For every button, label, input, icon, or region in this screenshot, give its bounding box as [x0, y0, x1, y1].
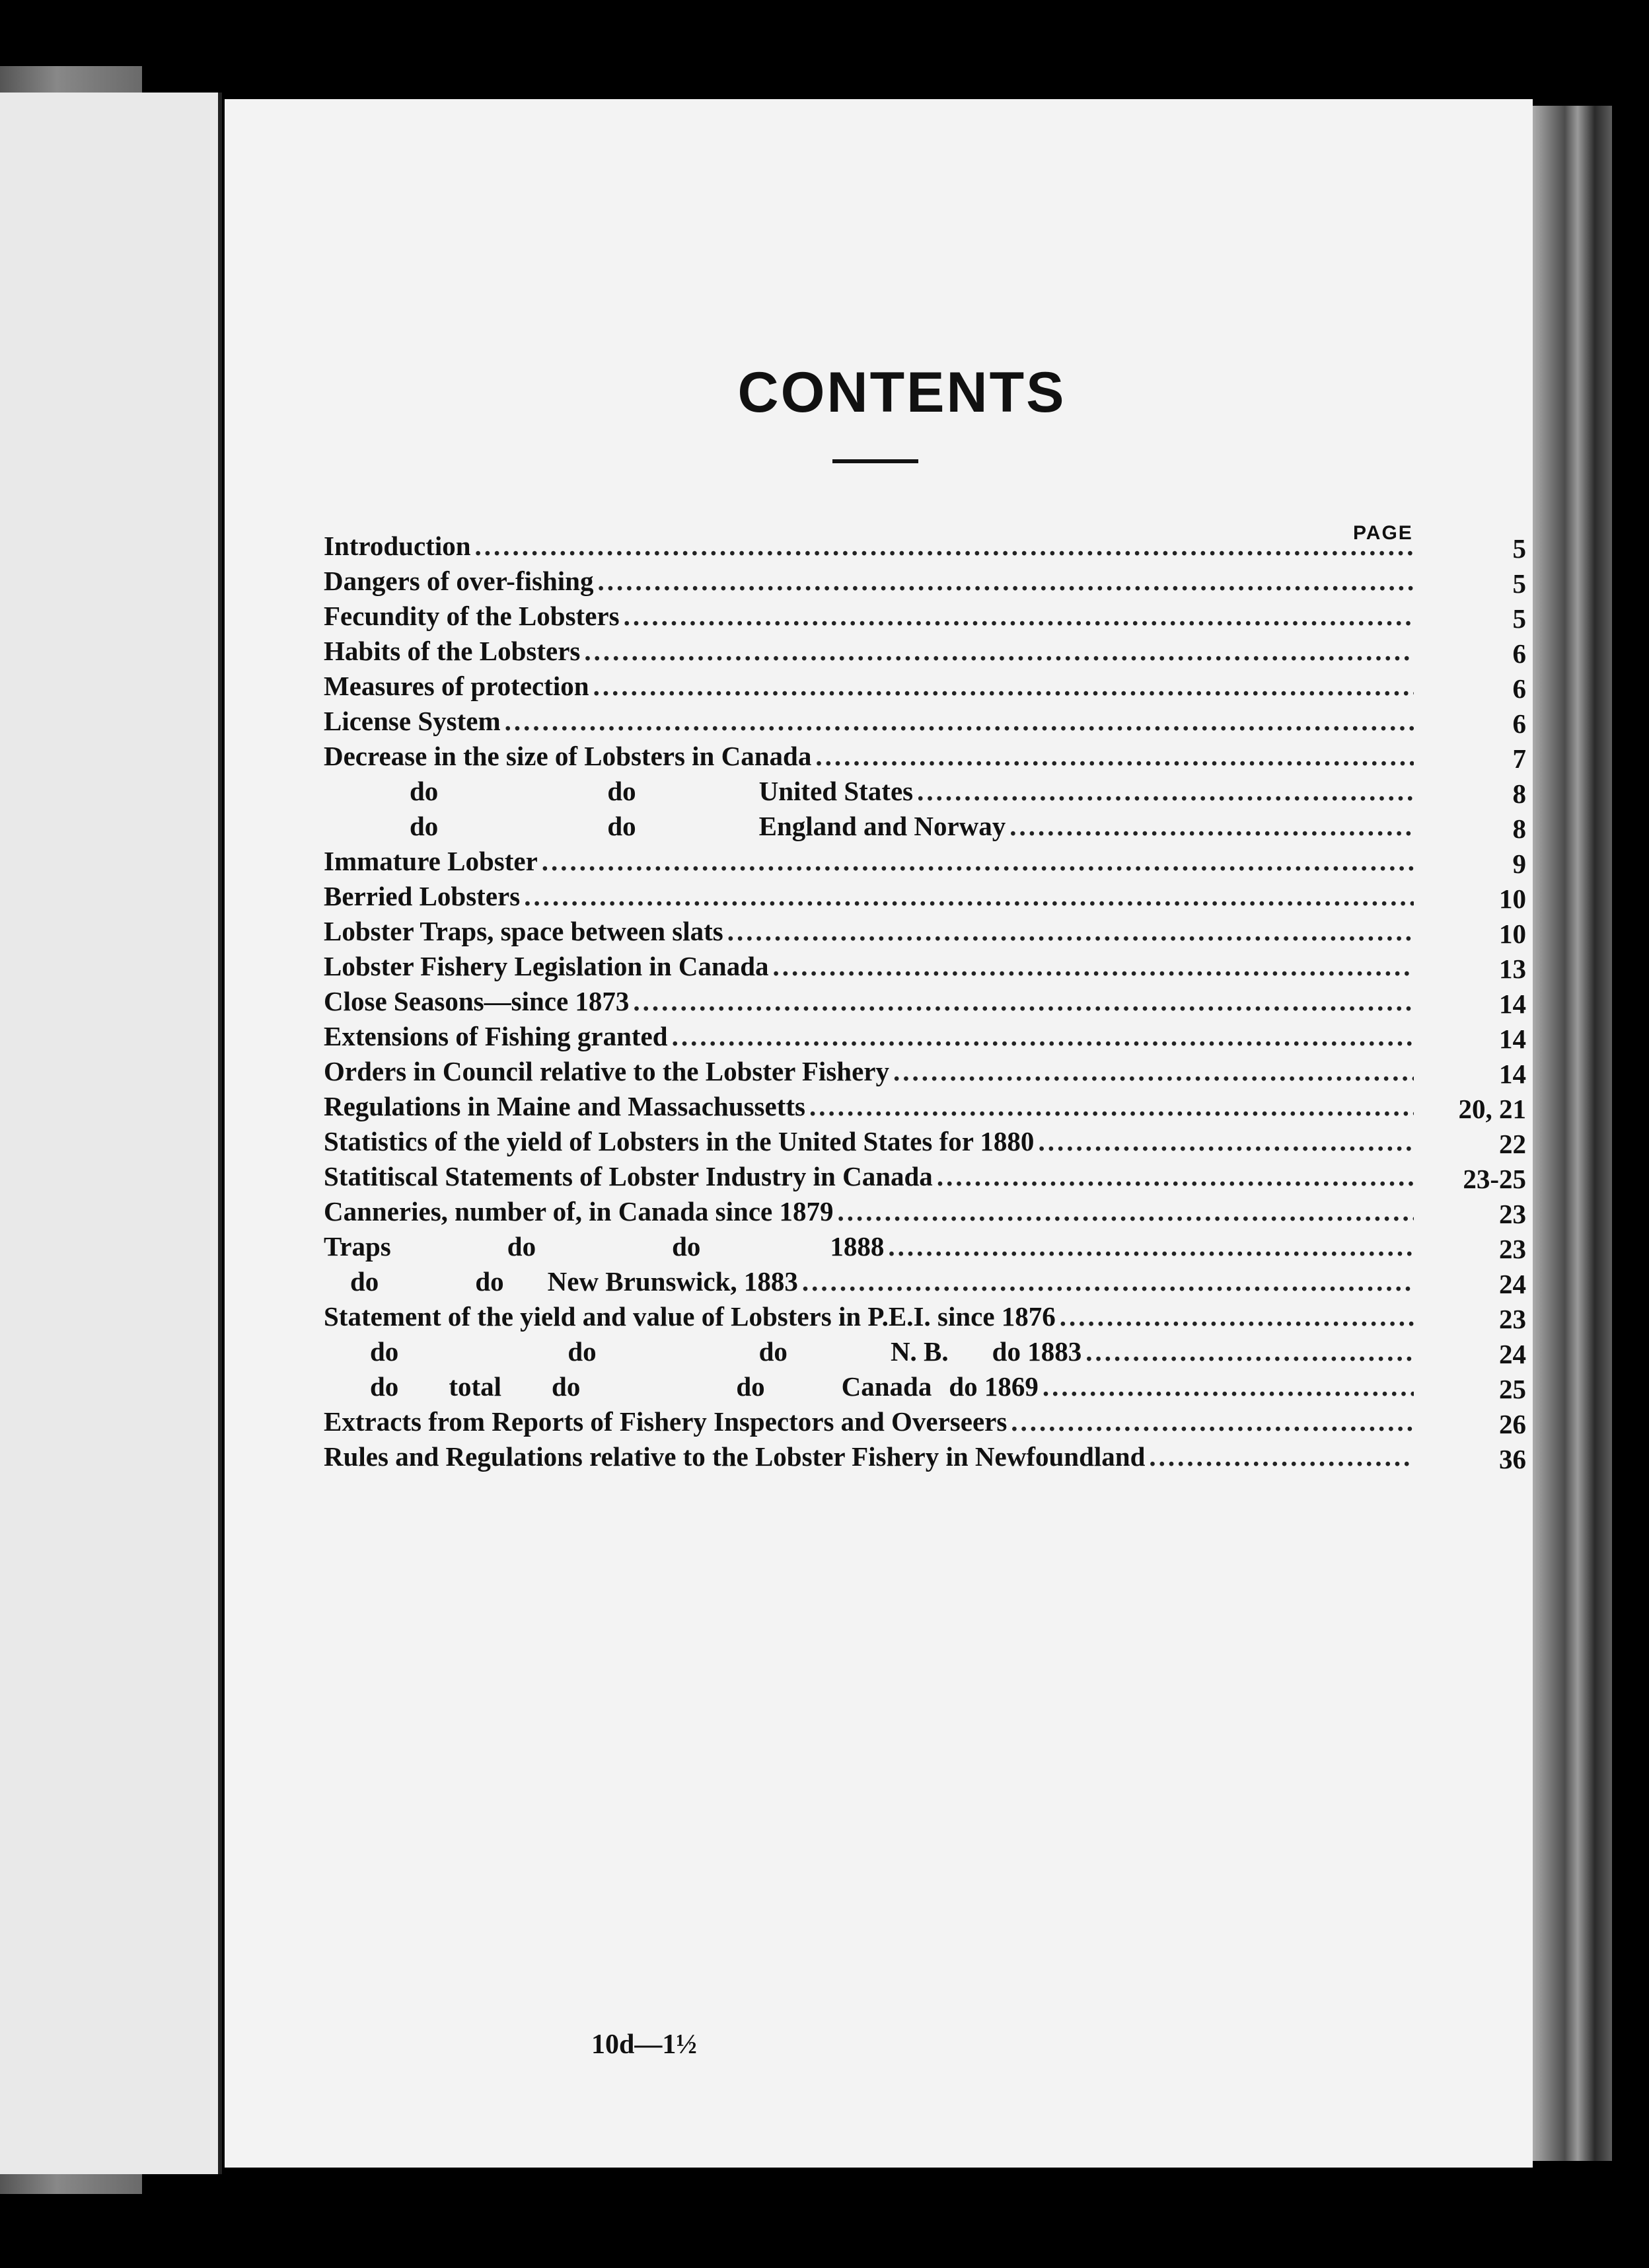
toc-entry-text: Traps [324, 1231, 391, 1262]
toc-entry-page: 23 [1499, 1199, 1526, 1229]
toc-entry-page: 5 [1512, 533, 1526, 564]
toc-entry-page: 23 [1499, 1234, 1526, 1264]
toc-entry-page: 22 [1499, 1129, 1526, 1159]
toc-entry-page: 6 [1512, 708, 1526, 739]
toc-entry-text: Lobster Traps, space between slats [324, 916, 723, 946]
toc-entry[interactable] [324, 774, 1526, 809]
toc-entry-page: 23-25 [1463, 1164, 1526, 1194]
toc-entry-page: 14 [1499, 1024, 1526, 1054]
toc-entry-text: do [410, 811, 439, 841]
toc-entry-text: Orders in Council relative to the Lobster Fishery [324, 1056, 889, 1086]
toc-entry[interactable] [324, 844, 1526, 879]
toc-entry-text: License System [324, 706, 501, 736]
toc-entry[interactable] [324, 599, 1526, 634]
toc-entry-text: Habits of the Lobsters [324, 636, 581, 666]
toc-entry-text: Statitiscal Statements of Lobster Industry in Canada [324, 1161, 933, 1191]
toc-entry[interactable] [324, 1194, 1526, 1229]
signature-mark: 10d—1½ [591, 2029, 697, 2060]
toc-entry[interactable] [324, 669, 1526, 704]
facing-page [0, 93, 222, 2174]
toc-entry-col4: 1888 [830, 1231, 885, 1262]
toc-entry-col2: do [607, 811, 636, 841]
book-spine [1526, 106, 1612, 2161]
toc-entry[interactable] [324, 1019, 1526, 1054]
toc-entry-page: 6 [1512, 638, 1526, 669]
toc-entry-text: Rules and Regulations relative to the Lobster Fishery in Newfoundland [324, 1441, 1146, 1472]
toc-entry-col6: do 1869 [949, 1371, 1039, 1402]
toc-entry-page: 10 [1499, 884, 1526, 914]
toc-entry-page: 8 [1512, 778, 1526, 809]
toc-entry-col3: England and Norway [758, 811, 1006, 841]
toc-entry[interactable] [324, 1334, 1526, 1369]
toc-entry-col3: United States [758, 776, 914, 806]
toc-entry-page: 5 [1512, 603, 1526, 634]
page-column-header: PAGE [1353, 522, 1413, 544]
toc-entry-col3: do [552, 1371, 581, 1402]
toc-entry-page: 24 [1499, 1269, 1526, 1299]
toc-entry-col4: N. B. [890, 1336, 949, 1367]
toc-entry-page: 14 [1499, 989, 1526, 1019]
toc-entry-text: Statistics of the yield of Lobsters in the United States for 1880 [324, 1126, 1035, 1156]
toc-entry-text: Immature Lobster [324, 846, 538, 876]
toc-entry-page: 36 [1499, 1444, 1526, 1474]
contents-page [225, 99, 1533, 2168]
toc-entry-col2: do [568, 1336, 597, 1367]
toc-entry[interactable] [324, 1124, 1526, 1159]
toc-entry-text: do [350, 1266, 379, 1297]
toc-entry-page: 9 [1512, 849, 1526, 879]
toc-entry-col3: New Brunswick, 1883 [547, 1266, 798, 1297]
toc-entry-text: Canneries, number of, in Canada since 1879 [324, 1196, 834, 1227]
toc-entry[interactable] [324, 1264, 1526, 1299]
toc-entry-text: Fecundity of the Lobsters [324, 601, 620, 631]
toc-entry[interactable] [324, 529, 1526, 564]
toc-entry-text: do [370, 1371, 399, 1402]
toc-entry-col3: do [758, 1336, 788, 1367]
toc-entry-col2: total [449, 1371, 502, 1402]
toc-entry-text: Berried Lobsters [324, 881, 521, 911]
toc-entry-page: 7 [1512, 743, 1526, 774]
toc-entry-text: Lobster Fishery Legislation in Canada [324, 951, 769, 981]
toc-entry[interactable] [324, 949, 1526, 984]
toc-entry-text: do [370, 1336, 399, 1367]
toc-entry[interactable] [324, 739, 1526, 774]
toc-entry-text: Close Seasons—since 1873 [324, 986, 630, 1016]
toc-entry-page: 13 [1499, 954, 1526, 984]
toc-entry-text: Statement of the yield and value of Lobsters in P.E.I. since 1876 [324, 1301, 1056, 1332]
toc-entry[interactable] [324, 809, 1526, 844]
toc-entry-text: do [410, 776, 439, 806]
toc-entry[interactable] [324, 879, 1526, 914]
toc-entry-text: Extracts from Reports of Fishery Inspectors and Overseers [324, 1406, 1008, 1437]
toc-entry[interactable] [324, 1089, 1526, 1124]
toc-entry[interactable] [324, 1404, 1526, 1439]
toc-entry-col2: do [607, 776, 636, 806]
toc-entry[interactable] [324, 634, 1526, 669]
toc-entry-col3: do [672, 1231, 701, 1262]
toc-entry[interactable] [324, 1299, 1526, 1334]
toc-entry[interactable] [324, 984, 1526, 1019]
title-rule [832, 459, 918, 463]
toc-entry-page: 5 [1512, 568, 1526, 599]
toc-entry-text: Regulations in Maine and Massachussetts [324, 1091, 805, 1121]
toc-entry-page: 20, 21 [1458, 1094, 1526, 1124]
toc-entry[interactable] [324, 1054, 1526, 1089]
toc-entry-text: Decrease in the size of Lobsters in Canada [324, 741, 812, 771]
toc-entry-text: Dangers of over-fishing [324, 566, 594, 596]
toc-entry-page: 24 [1499, 1339, 1526, 1369]
page-title: CONTENTS [737, 361, 1066, 424]
toc-entry-col4: do [736, 1371, 765, 1402]
toc-entry-page: 6 [1512, 673, 1526, 704]
toc-entry-page: 25 [1499, 1374, 1526, 1404]
table-of-contents [324, 529, 1526, 1474]
toc-entry[interactable] [324, 564, 1526, 599]
toc-entry[interactable] [324, 704, 1526, 739]
toc-entry-text: Measures of protection [324, 671, 589, 701]
toc-entry-text: Introduction [324, 531, 471, 561]
toc-entry-col2: do [507, 1231, 536, 1262]
toc-entry-page: 23 [1499, 1304, 1526, 1334]
toc-entry-col5: Canada [841, 1371, 932, 1402]
toc-entry[interactable] [324, 1229, 1526, 1264]
toc-entry[interactable] [324, 1439, 1526, 1474]
toc-entry-page: 8 [1512, 813, 1526, 844]
toc-entry-page: 14 [1499, 1059, 1526, 1089]
toc-entry[interactable] [324, 1369, 1526, 1404]
toc-entry-col2: do [475, 1266, 504, 1297]
toc-entry-page: 26 [1499, 1409, 1526, 1439]
toc-entry-col5: do 1883 [992, 1336, 1082, 1367]
toc-entry-page: 10 [1499, 919, 1526, 949]
toc-entry[interactable] [324, 1159, 1526, 1194]
toc-entry-text: Extensions of Fishing granted [324, 1021, 668, 1051]
toc-entry[interactable] [324, 914, 1526, 949]
